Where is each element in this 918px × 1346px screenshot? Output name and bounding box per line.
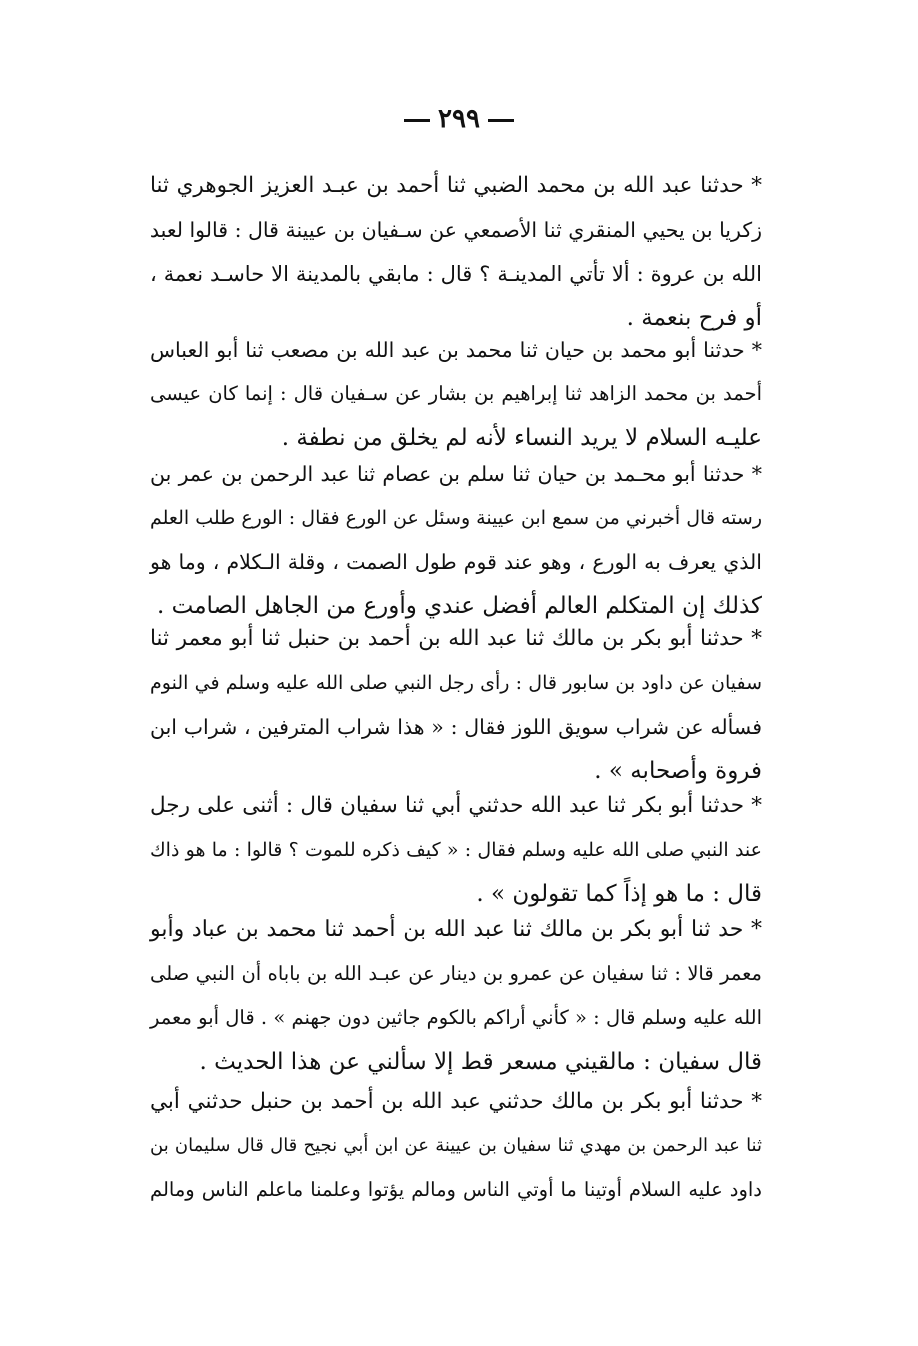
paragraph-5	[150, 784, 762, 916]
page-number	[0, 104, 918, 134]
text-line: كذلك إن المتكلم العالم أفضل عندي وأورع من الجاهل الصامت .	[157, 593, 762, 619]
text-line: فروة وأصحابه » .	[594, 758, 762, 784]
text-line: قال : ما هو إذاً كما تقولون » .	[476, 881, 762, 907]
page-number-dash-right	[488, 119, 514, 122]
text-line: رسته قال أخبرني من سمع ابن عيينة وسئل عن الورع فقال : الورع طلب العلم	[150, 507, 762, 529]
text-line: فسأله عن شراب سويق اللوز فقال : « هذا شراب المترفين ، شراب ابن	[150, 715, 762, 739]
text-line: * حدثنا أبو بكر ثنا عبد الله حدثني أبي ثنا سفيان قال : أثنى على رجل	[150, 793, 762, 818]
paragraph-1	[150, 164, 762, 340]
text-line: عليـه السلام لا يريد النساء لأنه لم يخلق من نطفة .	[281, 425, 762, 451]
text-line: * حدثنا أبو محـمد بن حيان ثنا سلم بن عصام ثنا عبد الرحمن بن عمر بن	[150, 462, 762, 486]
text-line: سفيان عن داود بن سابور قال : رأى رجل النبي صلى الله عليه وسلم في النوم	[150, 672, 762, 694]
text-line: * حد ثنا أبو بكر بن مالك ثنا عبد الله بن أحمد ثنا محمد بن عباد وأبو	[150, 917, 762, 942]
text-line: داود عليه السلام أوتينا ما أوتي الناس ومالم يؤتوا وعلمنا ماعلم الناس ومالم	[150, 1178, 762, 1201]
text-line: الله بن عروة : ألا تأتي المدينـة ؟ قال : مابقي بالمدينة الا حاسـد نعمة ،	[150, 262, 762, 286]
text-line: * حدثنا أبو بكر بن مالك ثنا عبد الله بن أحمد بن حنبل ثنا أبو معمر ثنا	[150, 626, 762, 651]
text-line: الله عليه وسلم قال : « كأني أراكم بالكوم جاثين دون جهنم » . قال أبو معمر	[150, 1006, 762, 1029]
page-number-text: ٢٩٩	[438, 104, 480, 134]
text-line: * حدثنا عبد الله بن محمد الضبي ثنا أحمد بن عبـد العزيز الجوهري ثنا	[150, 173, 762, 198]
text-line: الذي يعرف به الورع ، وهو عند قوم طول الصمت ، وقلة الـكلام ، وما هو	[150, 550, 762, 574]
paragraph-2	[150, 328, 762, 460]
text-line: ثنا عبد الرحمن بن مهدي ثنا سفيان بن عيينة عن ابن أبي نجيح قال قال سليمان بن	[150, 1135, 762, 1156]
text-line: * حدثنا أبو بكر بن مالك حدثني عبد الله بن أحمد بن حنبل حدثني أبي	[150, 1089, 762, 1114]
text-line: زكريا بن يحيي المنقري ثنا الأصمعي عن سـفيان بن عيينة قال : قالوا لعبد	[149, 218, 762, 242]
text-line: عند النبي صلى الله عليه وسلم فقال : « كيف ذكره للموت ؟ قالوا : ما هو ذاك	[150, 839, 762, 861]
paragraph-3	[150, 452, 762, 628]
paragraph-7	[150, 1080, 762, 1212]
text-line: قال سفيان : مالقيني مسعر قط إلا سألني عن هذا الحديث .	[199, 1049, 762, 1075]
paragraph-6	[150, 908, 762, 1084]
text-line: أو فرح بنعمة .	[626, 305, 762, 331]
page-number-dash-left	[404, 119, 430, 122]
text-line: * حدثنا أبو محمد بن حيان ثنا محمد بن عبد الله بن مصعب ثنا أبو العباس	[150, 338, 762, 362]
text-line: معمر قالا : ثنا سفيان عن عمرو بن دينار عن عبـد الله بن باباه أن النبي صلى	[150, 962, 762, 985]
paragraph-4	[150, 617, 762, 793]
text-line: أحمد بن محمد الزاهد ثنا إبراهيم بن بشار عن سـفيان قال : إنما كان عيسى	[150, 382, 762, 405]
